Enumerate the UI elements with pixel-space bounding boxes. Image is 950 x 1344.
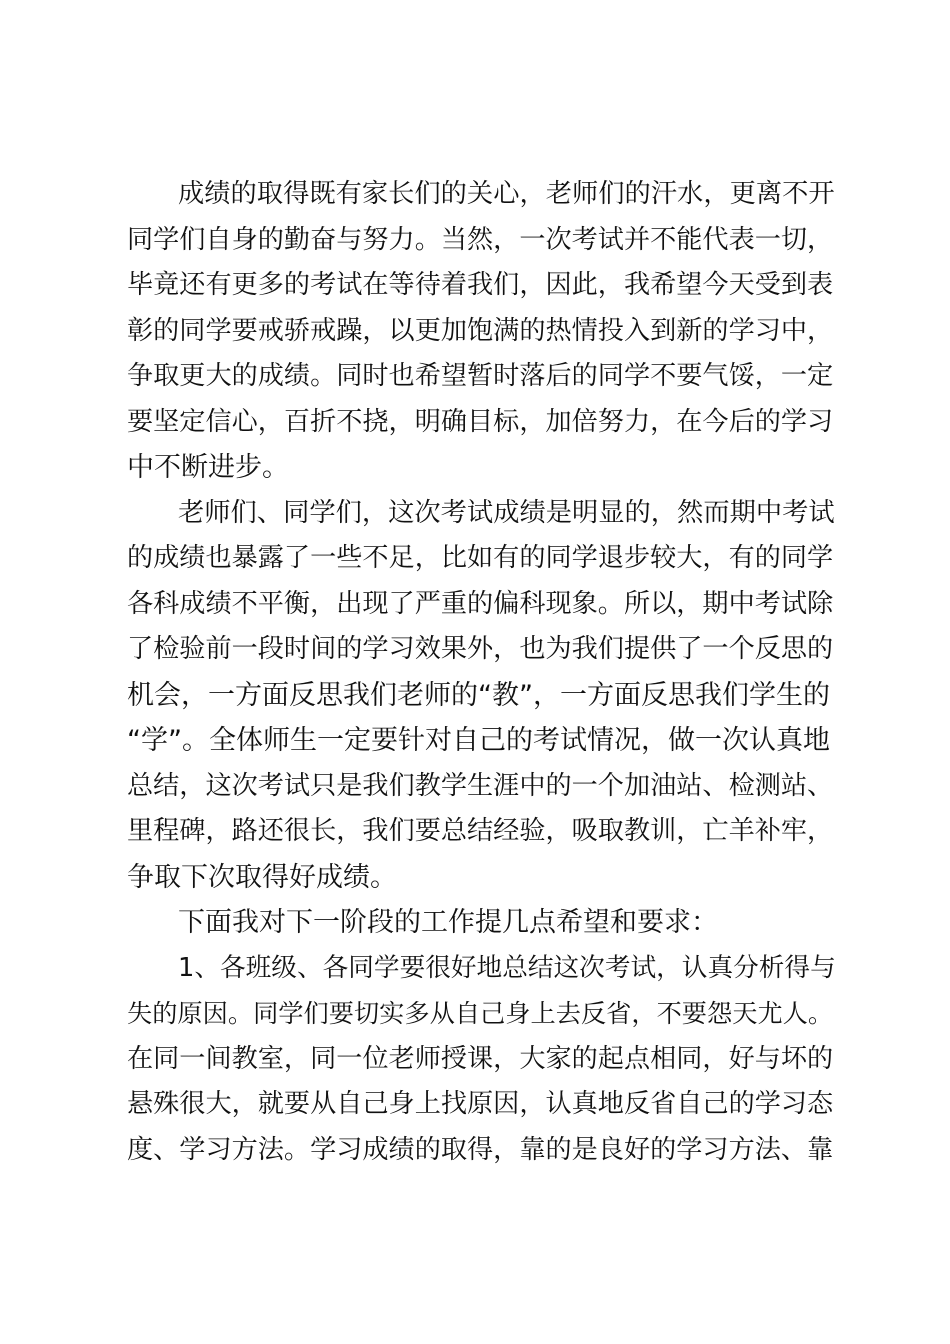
- text-line: 悬殊很大，就要从自己身上找原因，认真地反省自己的学习态: [127, 1089, 834, 1119]
- text-line: 争取下次取得好成绩。: [127, 861, 397, 893]
- text-line: 老师们、同学们，这次考试成绩是明显的，然而期中考试: [178, 497, 835, 528]
- text-line: 里程碑，路还很长，我们要总结经验，吸取教训，亡羊补牢，: [127, 816, 834, 846]
- text-line: 总结，这次考试只是我们教学生涯中的一个加油站、检测站、: [127, 770, 834, 801]
- text-line: 要坚定信心，百折不挠，明确目标，加倍努力，在今后的学习: [127, 406, 834, 437]
- text-line: 失的原因。同学们要切实多从自己身上去反省，不要怨天尤人。: [127, 999, 834, 1028]
- text-line: 1、各班级、各同学要很好地总结这次考试，认真分析得与: [178, 952, 836, 983]
- text-line: “学”。全体师生一定要针对自己的考试情况，做一次认真地: [127, 725, 830, 756]
- text-line: 了检验前一段时间的学习效果外，也为我们提供了一个反思的: [127, 634, 834, 664]
- text-line: 度、学习方法。学习成绩的取得，靠的是良好的学习方法、靠: [127, 1134, 834, 1165]
- text-line: 各科成绩不平衡，出现了严重的偏科现象。所以，期中考试除: [127, 588, 834, 619]
- text-line: 毕竟还有更多的考试在等待着我们，因此，我希望今天受到表: [127, 270, 834, 300]
- text-line: 机会，一方面反思我们老师的“教”，一方面反思我们学生的: [127, 679, 830, 711]
- text-line: 争取更大的成绩。同时也希望暂时落后的同学不要气馁，一定: [127, 361, 834, 391]
- text-line: 在同一间教室，同一位老师授课，大家的起点相同，好与坏的: [127, 1043, 834, 1074]
- text-line: 下面我对下一阶段的工作提几点希望和要求：: [178, 907, 718, 938]
- body-text: [127, 172, 837, 1173]
- text-line: 的成绩也暴露了一些不足，比如有的同学退步较大，有的同学: [127, 543, 834, 573]
- text-line: 中不断进步。: [127, 452, 289, 483]
- text-line: 成绩的取得既有家长们的关心，老师们的汗水，更离不开: [178, 179, 835, 209]
- text-line: 彰的同学要戒骄戒躁，以更加饱满的热情投入到新的学习中，: [127, 315, 834, 346]
- text-line: 同学们自身的勤奋与努力。当然，一次考试并不能代表一切，: [127, 224, 834, 255]
